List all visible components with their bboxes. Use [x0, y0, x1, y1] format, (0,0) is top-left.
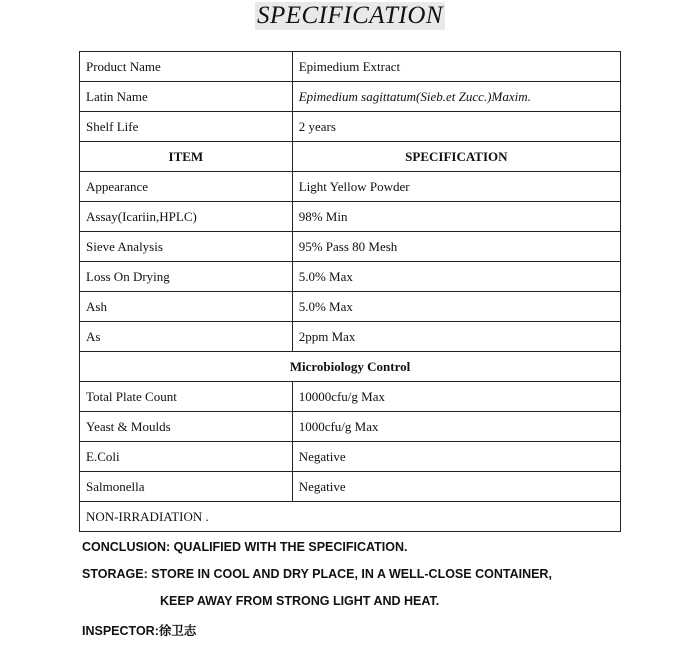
- storage-text-line2: KEEP AWAY FROM STRONG LIGHT AND HEAT.: [160, 594, 440, 608]
- title-area: [0, 0, 700, 30]
- latin-name-label: Latin Name: [80, 82, 293, 112]
- microbiology-control-header: Microbiology Control: [80, 352, 621, 382]
- loss-on-drying-label: Loss On Drying: [80, 262, 293, 292]
- assay-label: Assay(Icariin,HPLC): [80, 202, 293, 232]
- ecoli-value: Negative: [292, 442, 620, 472]
- table-row: [80, 82, 621, 112]
- assay-value: 98% Min: [292, 202, 620, 232]
- inspector-text: INSPECTOR:徐卫志: [82, 624, 197, 638]
- table-row: [80, 52, 621, 82]
- item-header: ITEM: [80, 142, 293, 172]
- table-row: [80, 202, 621, 232]
- yeast-moulds-label: Yeast & Moulds: [80, 412, 293, 442]
- shelf-life-value: 2 years: [292, 112, 620, 142]
- ash-label: Ash: [80, 292, 293, 322]
- product-name-label: Product Name: [80, 52, 293, 82]
- table-row: [80, 382, 621, 412]
- shelf-life-label: Shelf Life: [80, 112, 293, 142]
- appearance-value: Light Yellow Powder: [292, 172, 620, 202]
- sieve-analysis-label: Sieve Analysis: [80, 232, 293, 262]
- table-row: [80, 442, 621, 472]
- table-row: [80, 502, 621, 532]
- non-irradiation-note: NON-IRRADIATION .: [80, 502, 621, 532]
- appearance-label: Appearance: [80, 172, 293, 202]
- table-row: [80, 172, 621, 202]
- product-name-value: Epimedium Extract: [292, 52, 620, 82]
- salmonella-label: Salmonella: [80, 472, 293, 502]
- conclusion-text: CONCLUSION: QUALIFIED WITH THE SPECIFICATION.: [82, 540, 408, 554]
- ecoli-label: E.Coli: [80, 442, 293, 472]
- sieve-analysis-value: 95% Pass 80 Mesh: [292, 232, 620, 262]
- salmonella-value: Negative: [292, 472, 620, 502]
- table-row: [80, 232, 621, 262]
- table-row: [80, 112, 621, 142]
- table-row: [80, 322, 621, 352]
- storage-text-line1: STORAGE: STORE IN COOL AND DRY PLACE, IN A WELL-CLOSE CONTAINER,: [82, 567, 552, 581]
- loss-on-drying-value: 5.0% Max: [292, 262, 620, 292]
- table-row: [80, 412, 621, 442]
- page-title: SPECIFICATION: [256, 2, 444, 29]
- total-plate-count-label: Total Plate Count: [80, 382, 293, 412]
- total-plate-count-value: 10000cfu/g Max: [292, 382, 620, 412]
- ash-value: 5.0% Max: [292, 292, 620, 322]
- as-value: 2ppm Max: [292, 322, 620, 352]
- microbiology-header-row: [80, 352, 621, 382]
- specification-header: SPECIFICATION: [292, 142, 620, 172]
- yeast-moulds-value: 1000cfu/g Max: [292, 412, 620, 442]
- table-row: [80, 472, 621, 502]
- specification-table: [79, 51, 621, 532]
- table-row: [80, 262, 621, 292]
- latin-name-value: Epimedium sagittatum(Sieb.et Zucc.)Maxim.: [292, 82, 620, 112]
- table-row: [80, 292, 621, 322]
- table-header-row: [80, 142, 621, 172]
- as-label: As: [80, 322, 293, 352]
